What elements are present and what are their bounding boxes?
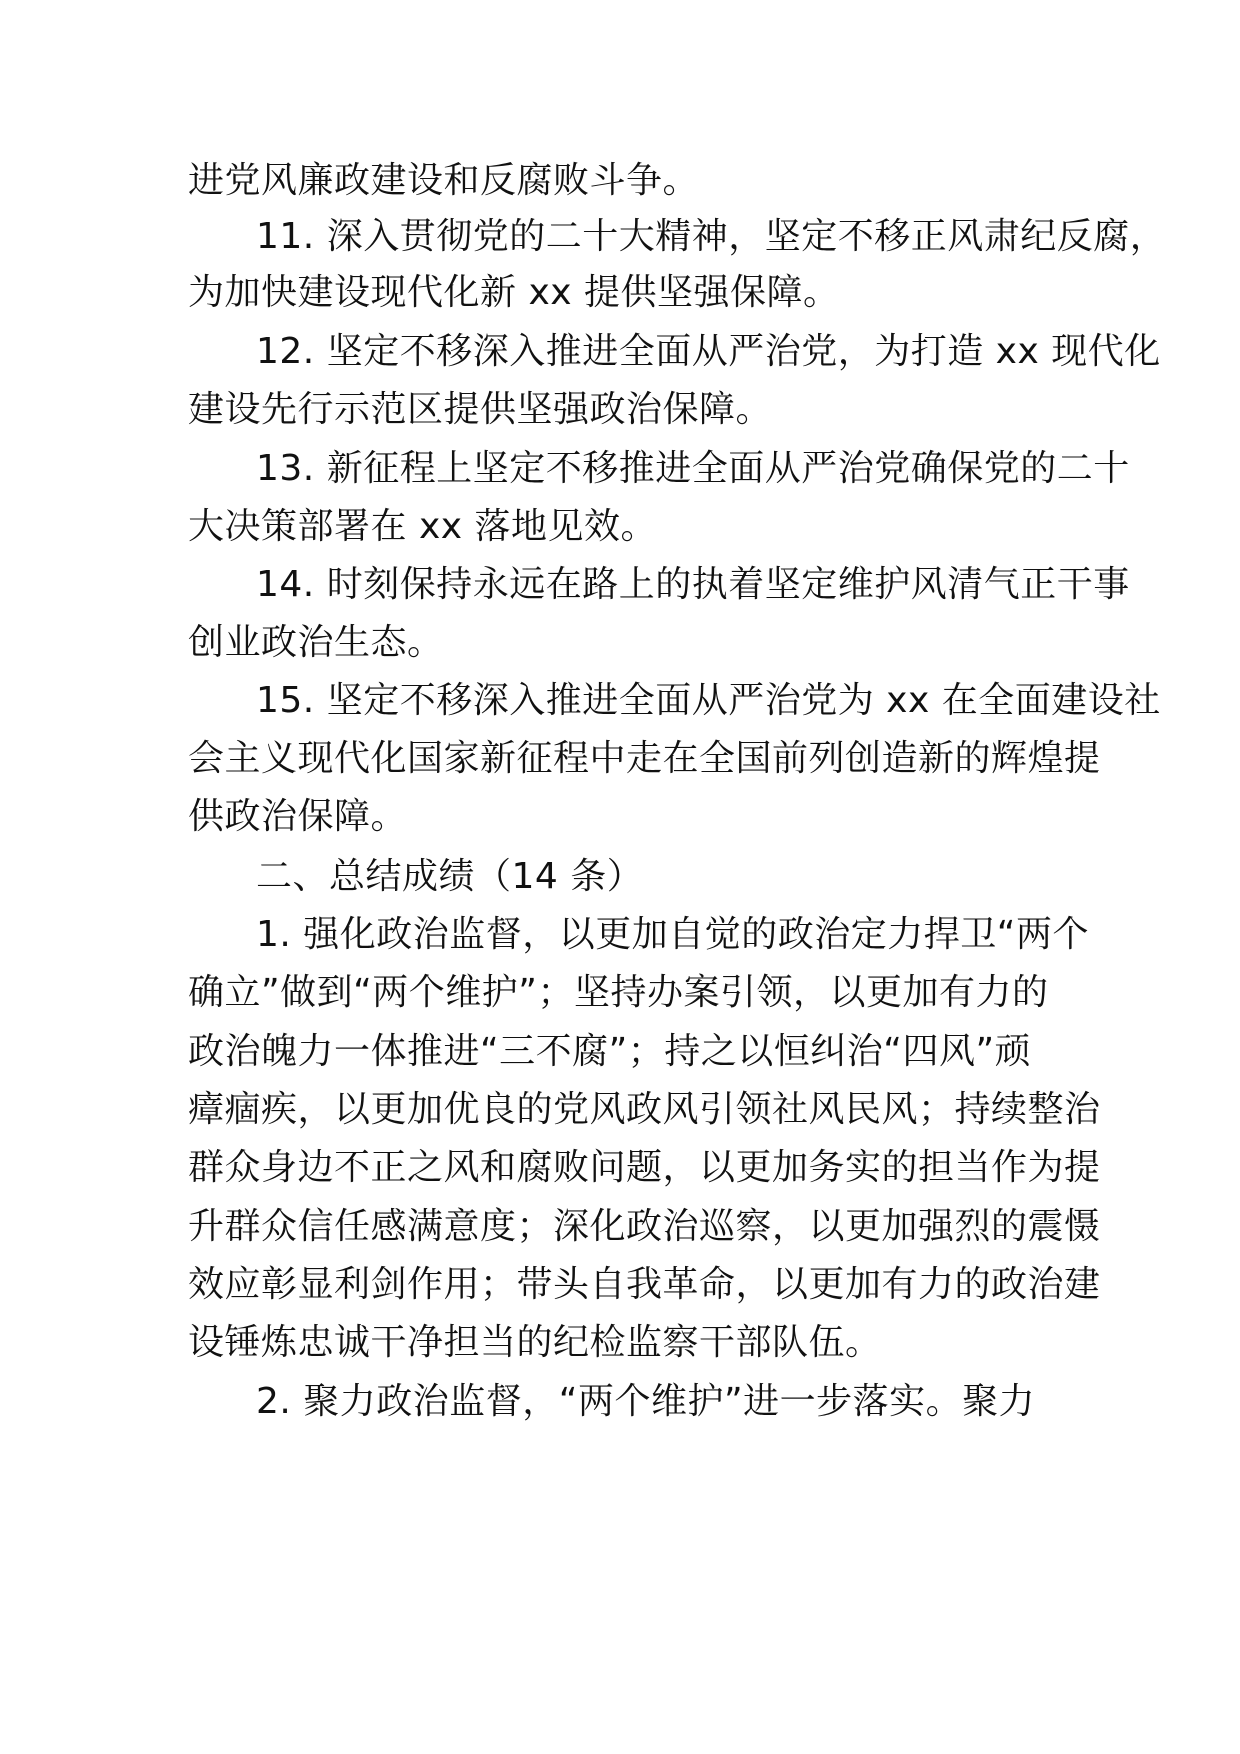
text-line: 供政治保障。	[188, 796, 408, 837]
text-line: 瘴痼疾，以更加优良的党风政风引领社风民风；持续整治	[188, 1089, 1101, 1130]
text-line: 效应彰显利剑作用；带头自我革命，以更加有力的政治建	[188, 1264, 1101, 1305]
section-heading: 二、总结成绩（14 条）	[256, 856, 644, 897]
text-line: 12. 坚定不移深入推进全面从严治党，为打造 xx 现代化	[256, 331, 1161, 372]
text-line: 2. 聚力政治监督，“两个维护”进一步落实。聚力	[256, 1381, 1036, 1422]
text-line: 会主义现代化国家新征程中走在全国前列创造新的辉煌提	[188, 738, 1101, 779]
text-line: 进党风廉政建设和反腐败斗争。	[188, 160, 700, 201]
text-line: 升群众信任感满意度；深化政治巡察，以更加强烈的震慑	[188, 1206, 1101, 1247]
text-line: 设锤炼忠诚干净担当的纪检监察干部队伍。	[188, 1322, 882, 1363]
text-line: 创业政治生态。	[188, 622, 444, 663]
text-line: 13. 新征程上坚定不移推进全面从严治党确保党的二十	[256, 448, 1130, 489]
text-line: 群众身边不正之风和腐败问题，以更加务实的担当作为提	[188, 1147, 1101, 1188]
text-line: 15. 坚定不移深入推进全面从严治党为 xx 在全面建设社	[256, 680, 1161, 721]
text-line: 大决策部署在 xx 落地见效。	[188, 506, 657, 547]
text-line: 政治魄力一体推进“三不腐”；持之以恒纠治“四风”顽	[188, 1031, 1032, 1072]
text-line: 11. 深入贯彻党的二十大精神，坚定不移正风肃纪反腐，	[256, 216, 1167, 257]
text-line: 14. 时刻保持永远在路上的执着坚定维护风清气正干事	[256, 564, 1130, 605]
text-line: 1. 强化政治监督，以更加自觉的政治定力捍卫“两个	[256, 914, 1089, 955]
text-line: 确立”做到“两个维护”；坚持办案引领，以更加有力的	[188, 972, 1049, 1013]
text-line: 为加快建设现代化新 xx 提供坚强保障。	[188, 272, 840, 313]
text-line: 建设先行示范区提供坚强政治保障。	[188, 389, 773, 430]
